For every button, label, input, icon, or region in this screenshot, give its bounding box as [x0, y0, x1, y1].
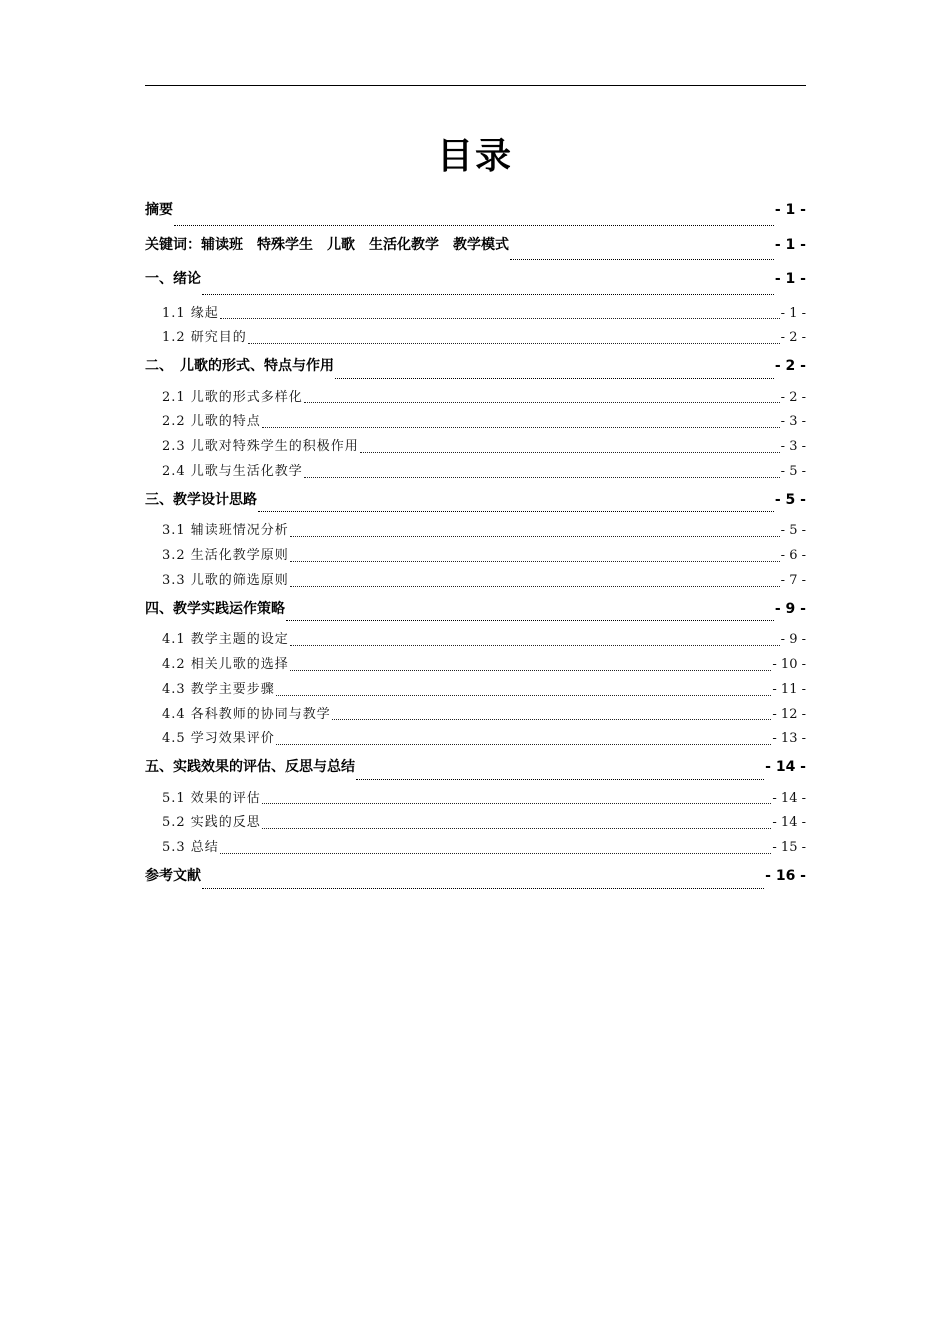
- toc-entry-label: 摘要: [145, 202, 173, 218]
- toc-entry-label: 一、绪论: [145, 271, 201, 287]
- toc-entry-label: 3.3 儿歌的筛选原则: [162, 572, 289, 588]
- toc-dot-leader: [360, 452, 780, 453]
- toc-page-number: - 15 -: [772, 840, 806, 856]
- toc-entry-section[interactable]: [145, 787, 806, 812]
- toc-entry-label: 3.2 生活化教学原则: [162, 548, 289, 564]
- toc-entry-label: 参考文献: [145, 868, 201, 885]
- toc-entry-label: 4.4 各科教师的协同与教学: [162, 706, 331, 722]
- toc-page-number: - 3 -: [780, 414, 806, 430]
- toc-page-number: - 10 -: [772, 656, 806, 672]
- page-title: 目录: [436, 136, 513, 177]
- toc-page-number: - 14 -: [772, 815, 806, 831]
- toc-entry-chapter[interactable]: [145, 752, 806, 787]
- toc-page-number: - 9 -: [780, 632, 806, 648]
- toc-dot-leader: [335, 378, 774, 379]
- toc-entry-label: 4.5 学习效果评价: [162, 731, 275, 747]
- toc-entry-chapter[interactable]: [145, 594, 806, 629]
- toc-dot-leader: [290, 670, 772, 671]
- toc-dot-leader: [290, 536, 780, 537]
- toc-page-number: - 1 -: [774, 202, 806, 218]
- toc-dot-leader: [174, 225, 774, 226]
- toc-page-number: - 7 -: [780, 572, 806, 588]
- toc-entry-section[interactable]: [145, 410, 806, 435]
- toc-dot-leader: [258, 511, 774, 512]
- toc-entry-label: 2.4 儿歌与生活化教学: [162, 463, 303, 479]
- toc-dot-leader: [332, 719, 772, 720]
- toc-dot-leader: [286, 620, 774, 621]
- toc-entry-section[interactable]: [145, 727, 806, 752]
- toc-page-number: - 13 -: [772, 731, 806, 747]
- toc-entry-section[interactable]: [145, 544, 806, 569]
- toc-entry-chapter[interactable]: [145, 267, 806, 302]
- toc-page-number: - 3 -: [780, 439, 806, 455]
- toc-dot-leader: [290, 586, 780, 587]
- toc-entry-chapter[interactable]: [145, 485, 806, 520]
- toc-dot-leader: [262, 427, 780, 428]
- toc-entry-section[interactable]: [145, 569, 806, 594]
- toc-page-number: - 5 -: [774, 491, 806, 508]
- toc-entry-label: 2.2 儿歌的特点: [162, 414, 261, 430]
- toc-entry-label: 1.2 研究目的: [162, 330, 247, 346]
- toc-entry-section[interactable]: [145, 836, 806, 861]
- toc-page-number: - 1 -: [780, 305, 806, 321]
- toc-dot-leader: [276, 744, 772, 745]
- toc-entry-section[interactable]: [145, 703, 806, 728]
- toc-entry-section[interactable]: [145, 628, 806, 653]
- toc-entry-label: 2.1 儿歌的形式多样化: [162, 389, 303, 405]
- toc-entry-chapter[interactable]: [145, 861, 806, 896]
- toc-entry-label: 2.3 儿歌对特殊学生的积极作用: [162, 439, 359, 455]
- toc-page-number: - 5 -: [780, 463, 806, 479]
- toc-entry-section[interactable]: [145, 460, 806, 485]
- header-rule: [145, 85, 806, 86]
- toc-dot-leader: [304, 402, 780, 403]
- toc-dot-leader: [220, 853, 772, 854]
- toc-entry-chapter[interactable]: [145, 351, 806, 386]
- toc-entry-chapter[interactable]: [145, 233, 806, 268]
- toc-entry-section[interactable]: [145, 326, 806, 351]
- toc-dot-leader: [262, 803, 772, 804]
- toc-page-number: - 11 -: [772, 681, 806, 697]
- toc-entry-label: 5.1 效果的评估: [162, 790, 261, 806]
- toc-dot-leader: [202, 888, 764, 889]
- toc-page-number: - 1 -: [774, 236, 806, 253]
- toc-entry-label: 4.1 教学主题的设定: [162, 632, 289, 648]
- toc-page-number: - 14 -: [772, 790, 806, 806]
- toc-page-number: - 6 -: [780, 548, 806, 564]
- toc-dot-leader: [276, 695, 772, 696]
- toc-entry-label: 4.3 教学主要步骤: [162, 681, 275, 697]
- toc-entry-section[interactable]: [145, 386, 806, 411]
- toc-dot-leader: [290, 561, 780, 562]
- toc-page-number: - 16 -: [765, 868, 806, 885]
- toc-dot-leader: [248, 343, 780, 344]
- toc-entry-label: 1.1 缘起: [162, 305, 219, 321]
- toc-entry-label: 4.2 相关儿歌的选择: [162, 656, 289, 672]
- toc-entry-label: 关键词：辅读班 特殊学生 儿歌 生活化教学 教学模式: [145, 236, 509, 253]
- toc-entry-label: 3.1 辅读班情况分析: [162, 523, 289, 539]
- toc-entry-section[interactable]: [145, 519, 806, 544]
- toc-dot-leader: [510, 259, 774, 260]
- toc-entry-label: 四、教学实践运作策略: [145, 600, 285, 617]
- toc-page-number: - 14 -: [765, 759, 806, 776]
- toc-entry-label: 5.3 总结: [162, 840, 219, 856]
- toc-dot-leader: [290, 645, 780, 646]
- toc-dot-leader: [220, 318, 780, 319]
- toc-entry-section[interactable]: [145, 653, 806, 678]
- toc-entry-section[interactable]: [145, 811, 806, 836]
- toc-entry-label: 三、教学设计思路: [145, 491, 257, 508]
- toc-entry-label: 5.2 实践的反思: [162, 815, 261, 831]
- toc-entry-section[interactable]: [145, 678, 806, 703]
- toc-dot-leader: [202, 294, 774, 295]
- toc-dot-leader: [304, 477, 780, 478]
- toc-page-number: - 12 -: [772, 706, 806, 722]
- toc-dot-leader: [262, 828, 772, 829]
- toc-dot-leader: [356, 779, 764, 780]
- table-of-contents: [145, 198, 806, 896]
- toc-page-number: - 1 -: [774, 271, 806, 287]
- toc-entry-section[interactable]: [145, 435, 806, 460]
- toc-page-number: - 2 -: [780, 389, 806, 405]
- toc-page-number: - 9 -: [774, 600, 806, 617]
- toc-page-number: - 2 -: [774, 358, 806, 375]
- toc-entry-section[interactable]: [145, 302, 806, 327]
- toc-page-number: - 2 -: [780, 330, 806, 346]
- toc-entry-chapter[interactable]: [145, 198, 806, 233]
- toc-page-number: - 5 -: [780, 523, 806, 539]
- toc-entry-label: 五、实践效果的评估、反思与总结: [145, 759, 355, 776]
- toc-entry-label: 二、 儿歌的形式、特点与作用: [145, 358, 334, 375]
